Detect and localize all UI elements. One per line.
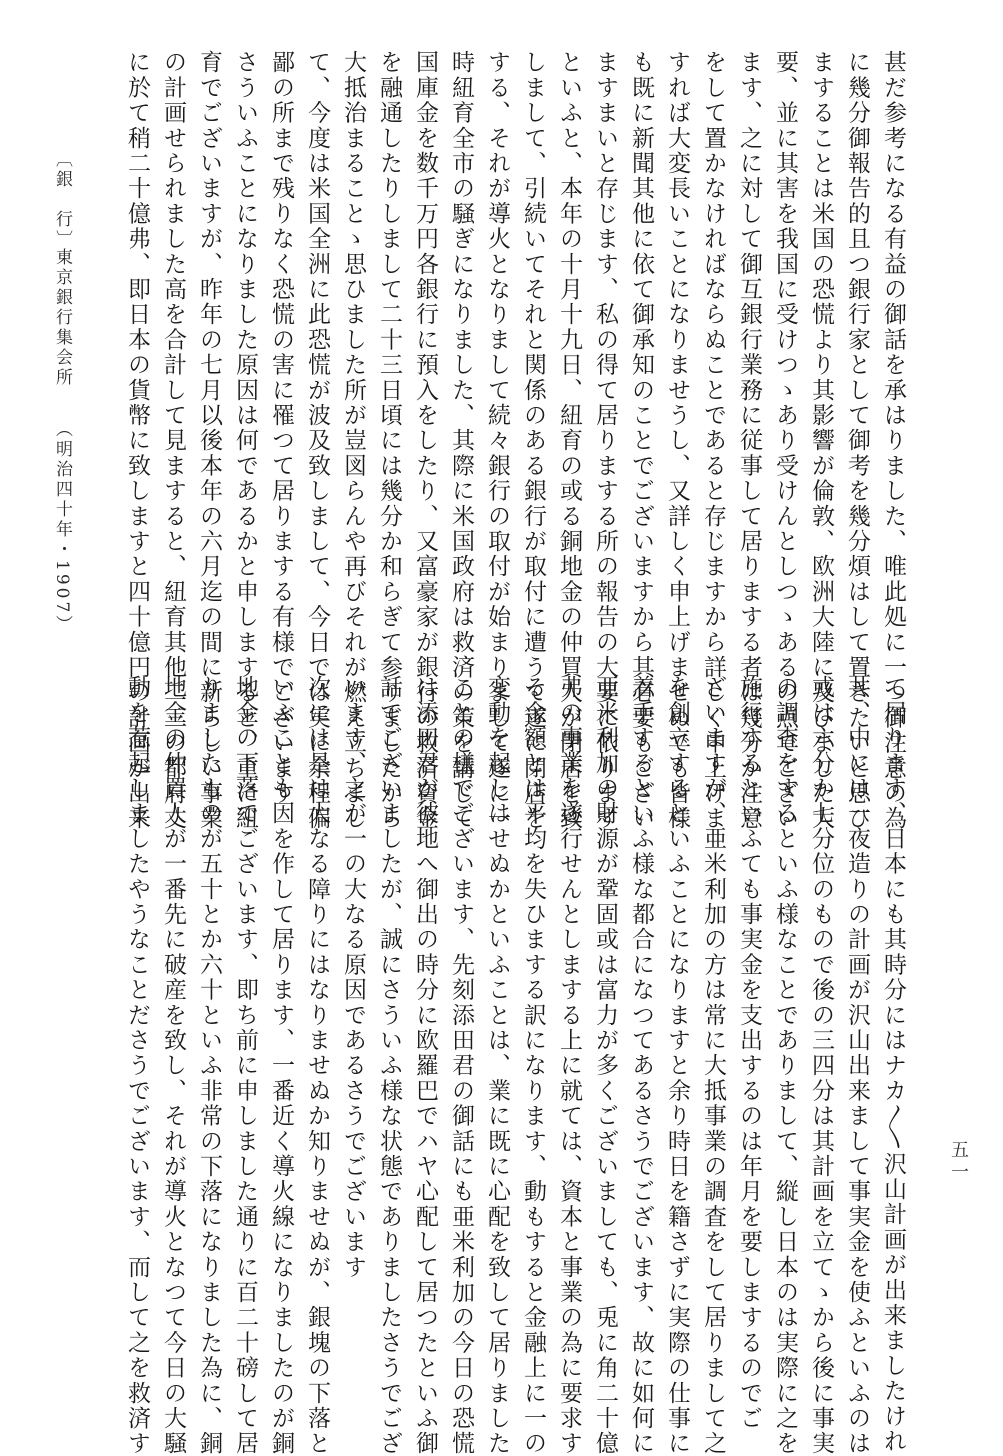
- text-column: に幾分御報告的且つ銀行家として御考を幾分煩はして置きたいと思ひ: [844, 50, 870, 832]
- text-column: も既に新聞其他に依て御承知のことでございますから其必要もござい: [628, 50, 654, 832]
- text-column: といふと、本年の十月十九日、紐育の或る銅地金の仲買人が閉店を致: [556, 50, 582, 832]
- text-column: 次には是は大なる障りにはなりませぬか知りませぬが、銀塊の下落と: [304, 675, 330, 1456]
- running-head-section: 〔銀 行〕: [52, 150, 72, 250]
- text-column: 地金の仲買人が一番先に破産を致し、それが導火となつて今日の大騒: [160, 675, 186, 1456]
- text-column: の計画せられました高を合計して見ますると、紐育其他二三の都府丈: [160, 50, 186, 832]
- text-column: を融通したりしまして二十三日頃には幾分か和らぎて参りましたから: [376, 50, 402, 832]
- text-column: 国庫金を数千万円各銀行に預入をしたり、又富豪家が銀行の救済資金: [412, 50, 438, 832]
- text-column: をして置かなければならぬことであると存じますから詳しく申上げま: [700, 50, 726, 832]
- text-column: 変動を起しはせぬかといふことは、業に既に心配を致して居りました: [484, 675, 510, 1456]
- text-column: すれば大変長いことになりませうし、又詳しく申上げませぬでも皆様: [664, 50, 690, 832]
- text-column: 施行するといふても事実金を支出するのは年月を要しまするのでご: [736, 675, 762, 1431]
- text-column: 着手するといふ様な都合になつてあるさうでございます、故に如何に: [628, 675, 654, 1456]
- text-column: 地金の下落でございます、即ち前に申しました通りに百二十磅して居: [232, 675, 258, 1456]
- text-column: 共、中には一夜造りの計画が沢山出来まして事実金を使ふといふのは: [844, 675, 870, 1456]
- running-head-source: 東京銀行集会所: [52, 248, 72, 388]
- text-column: に於て稍二十億弗、即日本の貨幣に致しますと四十億円の計画が出来: [124, 50, 150, 832]
- text-column: する、それが導火となりまして続々銀行の取付が始まりまして遂に一: [484, 50, 510, 832]
- page-number: 五一: [948, 1140, 969, 1184]
- text-column: りましたものが五十とか六十といふ非常の下落になりました為に、銅: [196, 675, 222, 1456]
- text-column: さういふことになりました原因は何であるかと申しますると、重に紐: [232, 50, 258, 832]
- text-column: る金額とは平均を失ひまする訳になります、動もすると金融上に一の: [520, 675, 546, 1456]
- text-column: は添田君が彼地へ御出の時分に欧羅巴でハヤ心配して居つたといふ御: [412, 675, 438, 1456]
- text-column: の調査をするといふ様なことでありまして、縦し日本のは実際に之を: [772, 675, 798, 1456]
- text-column: て、今度は米国全洲に此恐慌が波及致しまして、今日では実に余程偏: [304, 50, 330, 832]
- text-column: 鄙の所まで残りなく恐慌の害に罹つて居りまする有様でございます: [268, 50, 294, 806]
- text-column: 或は六分か七分位のもので後の三四分は其計画を立てゝから後に事実: [808, 675, 834, 1456]
- text-column: 話でございましたが、誠にさういふ様な状態でありましたさうでござ: [376, 675, 402, 1456]
- text-column: ざいますが、亜米利加の方は常に大抵事業の調査をして居りまして之: [700, 675, 726, 1456]
- text-column: 動を惹起しましたやうなことださうでございます、而して之を救済す: [124, 675, 150, 1456]
- text-column: 育でございますが、昨年の七月以後本年の六月迄の間に新らしい事業: [196, 50, 222, 832]
- running-head-date: （明治四十年・1907）: [52, 420, 72, 636]
- text-column: 大抵治まることゝ思ひました所が豈図らんや再びそれが燃え立ちまし: [340, 50, 366, 832]
- text-column: 要、並に其害を我国に受けつゝあり受けんとしつゝあるの点でござい: [772, 50, 798, 832]
- text-column: を創立するといふことになりますと余り時日を籍さずに実際の仕事に: [664, 675, 690, 1456]
- text-column: ますることは米国の恐慌より其影響が倫敦、欧洲大陸に及びました大: [808, 50, 834, 832]
- text-column: て居ります、日本にも其時分にはナカ〳〵沢山計画が出来ましたけれ: [880, 675, 906, 1454]
- text-column: しまして、引続いてそれと関係のある銀行が取付に遭うて遂に閉店を: [520, 50, 546, 832]
- text-column: います、之が一の大なる原因であるさうでございます: [340, 675, 366, 1280]
- text-column: ますまいと存じます、私の得て居りまする所の報告の大要に依ります: [592, 50, 618, 832]
- text-column: 弗の事業を遂行せんとしまする上に就ては、資本と事業の為に要求す: [556, 675, 582, 1456]
- text-column: いふことも因を作して居ります、一番近く導火線になりましたのが銅: [268, 675, 294, 1456]
- text-column: ことの様でございます、先刻添田君の御話にも亜米利加の今日の恐慌: [448, 675, 474, 1456]
- text-column: ます、之に対して御互銀行業務に従事して居りまする者は幾分か注意: [736, 50, 762, 832]
- text-column: 時紐育全市の騒ぎになりました、其際に米国政府は救済の策を講じて: [448, 50, 474, 832]
- text-column: 亜米利加の財源が鞏固或は富力が多くございましても、兎に角二十億: [592, 675, 618, 1456]
- text-column: 甚だ参考になる有益の御話を承はりました、唯此処に一つ御注意の為: [880, 50, 906, 832]
